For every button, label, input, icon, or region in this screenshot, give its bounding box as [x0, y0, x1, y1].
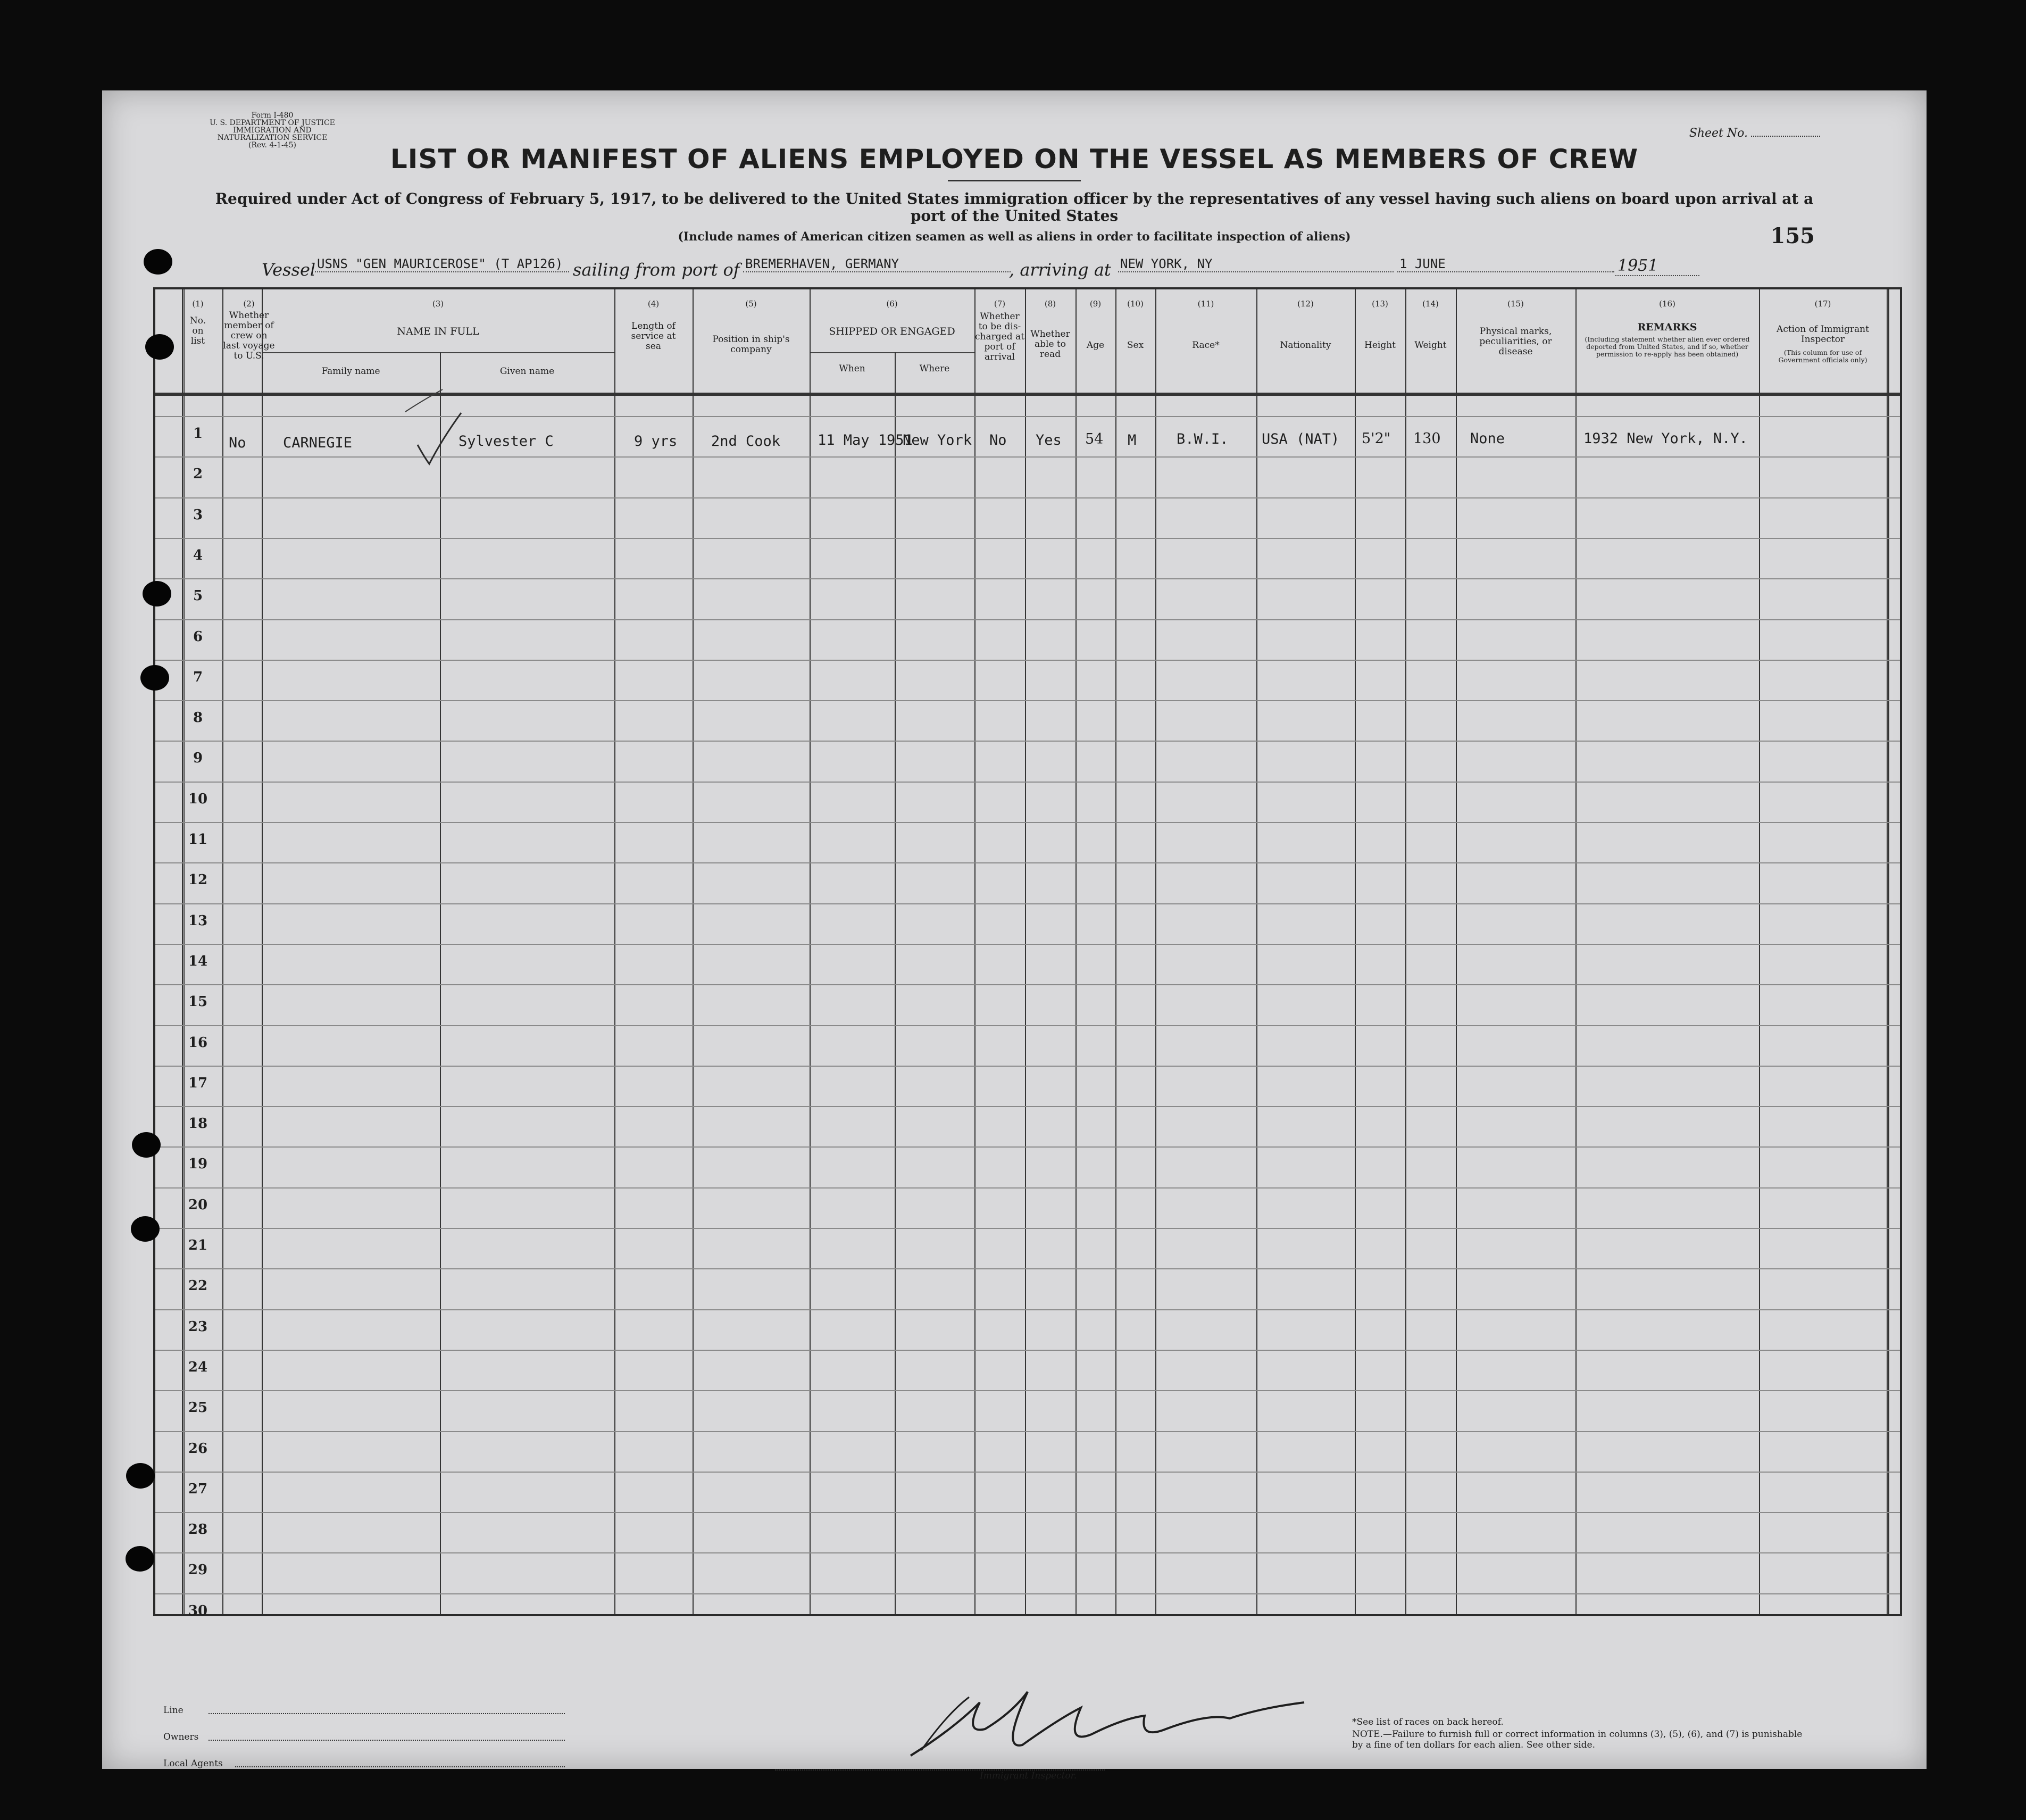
entry-sex: M — [1128, 432, 1137, 448]
sheet-number-label: Sheet No. — [1689, 127, 1748, 140]
entry-race: B.W.I. — [1177, 431, 1229, 447]
service-name: IMMIGRATION AND NATURALIZATION SERVICE — [217, 126, 328, 142]
row-number: 23 — [188, 1318, 208, 1335]
row-number: 27 — [188, 1481, 208, 1497]
punch-hole — [144, 249, 172, 275]
header-inspector-action: Action of Immigrant Inspector — [1777, 324, 1869, 345]
header-remarks-note: (Including statement whether alien ever ordered deported from United States, and if so, whether permission to re-apply has been obtained) — [1585, 335, 1750, 358]
local-agents-label: Local Agents — [163, 1758, 223, 1769]
arriving-port: NEW YORK, NY — [1118, 256, 1394, 272]
row-number: 3 — [193, 506, 203, 523]
entry-family-name: CARNEGIE — [283, 435, 353, 451]
header-physical-marks: Physical marks, peculiarities, or disease — [1479, 326, 1552, 357]
row-number: 8 — [193, 710, 203, 726]
header-age: Age — [1086, 340, 1105, 351]
header-last-voyage: Whether member of crew on last voyage to U.S. — [223, 310, 275, 361]
row-number: 10 — [188, 791, 208, 807]
row-number: 20 — [188, 1196, 208, 1213]
row-number: 22 — [188, 1278, 208, 1294]
row-number: 12 — [188, 872, 208, 888]
entry-last-voyage: No — [229, 435, 246, 451]
vessel-label: Vessel — [262, 260, 316, 280]
row-number: 5 — [193, 588, 203, 604]
row-number: 16 — [188, 1034, 208, 1051]
row-number: 2 — [193, 466, 203, 483]
header-given-name: Given name — [499, 366, 555, 377]
entry-shipped-when: 11 May 1951 — [818, 432, 913, 448]
sailing-label: sailing from port of — [573, 260, 740, 280]
header-race: Race* — [1192, 340, 1220, 351]
entry-position: 2nd Cook — [711, 433, 781, 450]
entry-weight: 130 — [1413, 430, 1441, 447]
row-number: 17 — [188, 1075, 208, 1091]
inspector-label: Immigrant Inspector. — [980, 1771, 1077, 1781]
entry-height: 5'2" — [1362, 430, 1391, 447]
form-revision: (Rev. 4-1-45) — [248, 141, 296, 149]
header-when: When — [839, 363, 865, 374]
row-number: 15 — [188, 994, 208, 1010]
row-number: 28 — [188, 1522, 208, 1538]
arrival-date: 1 JUNE — [1397, 256, 1614, 272]
page-number: 155 — [1770, 223, 1815, 248]
punch-hole — [140, 665, 169, 691]
header-name-in-full: NAME IN FULL — [397, 326, 479, 337]
form-number: Form I-480 — [251, 111, 294, 120]
header-service-length: Length of service at sea — [631, 321, 676, 352]
penalty-note: NOTE.—Failure to furnish full or correct information in columns (3), (5), (6), and (7) is punishable by a fine of ten dollars for each alien. See other side. — [1352, 1729, 1803, 1750]
entry-able-to-read: Yes — [1036, 432, 1062, 448]
header-where: Where — [919, 363, 950, 374]
punch-hole — [145, 334, 174, 360]
punch-hole — [126, 1546, 154, 1572]
entry-discharged: No — [989, 432, 1007, 448]
manifest-footer — [102, 1617, 1927, 1781]
vessel-info-line — [262, 256, 1831, 286]
row-number: 7 — [193, 669, 203, 685]
page-title: LIST OR MANIFEST OF ALIENS EMPLOYED ON THE VESSEL AS MEMBERS OF CREW — [390, 144, 1639, 174]
row-number: 11 — [188, 832, 208, 847]
arriving-label: , arriving at — [1009, 260, 1111, 280]
include-note: (Include names of American citizen seamen as well as aliens in order to facilitate inspection of aliens) — [678, 230, 1351, 244]
header-family-name: Family name — [321, 366, 380, 377]
row-number: 1 — [193, 426, 203, 442]
header-remarks: REMARKS — [1637, 321, 1697, 333]
punch-hole — [132, 1132, 161, 1158]
header-sex: Sex — [1127, 340, 1144, 351]
header-inspector-note: (This column for use of Government officials only) — [1778, 348, 1867, 364]
entry-shipped-where: New York — [903, 432, 972, 448]
punch-hole — [126, 1463, 155, 1489]
page-subtitle: Required under Act of Congress of February 5, 1917, to be delivered to the United States immigration officer by the representatives of any vessel having such aliens on board upon arrival at a port of the United States — [215, 190, 1814, 225]
entry-given-name: Sylvester C — [458, 433, 554, 450]
line-label: Line — [163, 1705, 184, 1716]
header-height: Height — [1364, 340, 1396, 351]
crew-table: (1) No. on list (2) Whether member of crew on last voyage to U.S. (3) NAME IN FULL Family name Given name (4) Length of service at sea (5) Position in ship's company (6) SHIPPED OR ENGAGED When Where (7) Whether to be dis-charged at port of arrival (8) Whether able to read (9) Age (10) Sex (11) Race* (12) Nationality (13) Height (14) Weight (15) Physical marks, peculiarities, or disease (16) REMARKS (Including statement whether alien ever ordered deported from United States, and if so, whether permission to re-apply has been obtained) (17) Action of Immigrant Inspector (This column for use of Government officials only) 1 2 3 4 5 6 7 8 9 10 11 12 13 14 15 16 17 18 19 20 21 22 23 24 25 26 27 28 29 30 No CARNEGIE Sylvester C 9 yrs 2nd Cook 11 May 1951 New York No Yes 54 M B.W.I. USA (NAT) 5'2" 130 None 1932 New York, N.Y. — [153, 287, 1902, 1616]
entry-age: 54 — [1085, 431, 1104, 447]
entry-service-length: 9 yrs — [634, 433, 678, 450]
manifest-sheet — [102, 90, 1927, 1781]
row-number: 13 — [188, 912, 208, 929]
arrival-year: 1951 — [1615, 256, 1699, 276]
owners-label: Owners — [163, 1732, 199, 1742]
header-discharged: Whether to be dis-charged at port of arrival — [975, 311, 1024, 362]
header-list-number: No. on list — [189, 315, 206, 346]
header-position: Position in ship's company — [712, 334, 790, 355]
header-nationality: Nationality — [1280, 340, 1331, 351]
sailing-port: BREMERHAVEN, GERMANY — [743, 256, 1011, 272]
inspector-signature — [889, 1665, 1395, 1782]
row-number: 4 — [193, 547, 203, 563]
row-number: 6 — [193, 628, 203, 645]
punch-hole — [143, 581, 171, 606]
row-number: 24 — [188, 1359, 208, 1375]
row-number: 18 — [188, 1116, 208, 1132]
header-weight: Weight — [1414, 340, 1447, 351]
entry-nationality: USA (NAT) — [1262, 431, 1340, 447]
row-number: 29 — [188, 1562, 208, 1578]
row-number: 30 — [188, 1602, 208, 1619]
row-number: 21 — [188, 1237, 208, 1253]
row-number: 14 — [188, 953, 208, 969]
punch-hole — [131, 1216, 160, 1242]
vessel-name: USNS "GEN MAURICEROSE" (T AP126) — [315, 256, 569, 272]
sheet-number-field — [1689, 127, 1820, 140]
row-number: 9 — [193, 750, 203, 767]
row-number: 19 — [188, 1156, 208, 1173]
entry-physical-marks: None — [1470, 430, 1505, 447]
row-number: 26 — [188, 1440, 208, 1457]
row-number: 25 — [188, 1400, 208, 1416]
races-footnote: *See list of races on back hereof. — [1352, 1717, 1504, 1727]
title-divider — [948, 180, 1081, 181]
checkmark-icon — [155, 289, 1900, 1614]
header-able-to-read: Whether able to read — [1030, 329, 1070, 360]
entry-remarks: 1932 New York, N.Y. — [1583, 430, 1748, 447]
department-name: U. S. DEPARTMENT OF JUSTICE — [210, 119, 335, 127]
header-shipped-engaged: SHIPPED OR ENGAGED — [829, 326, 955, 337]
